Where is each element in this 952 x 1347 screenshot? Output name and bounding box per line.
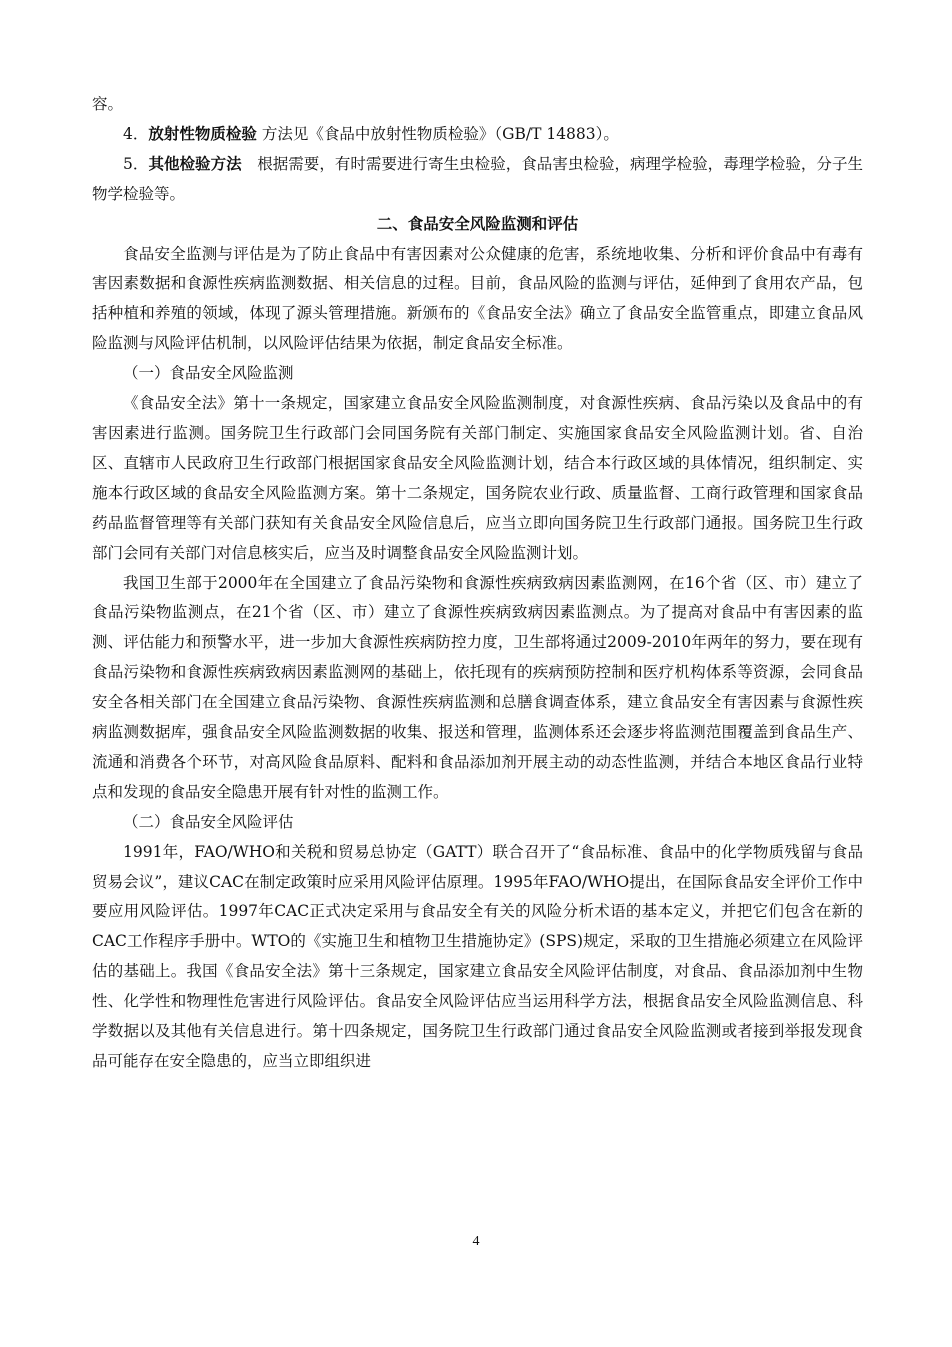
item-4-text: 方法见《食品中放射性物质检验》（GB/T 14883）。	[256, 124, 619, 143]
item-5-text: 根据需要，有时需要进行寄生虫检验，食品害虫检验，病理学检验，毒理学检验，分子生物学检验等。	[92, 154, 863, 203]
subsection-2-paragraph-1: 1991年，FAO/WHO和关税和贸易总协定（GATT）联合召开了“食品标准、食品中的化学物质残留与食品贸易会议”，建议CAC在制定政策时应采用风险评估原理。1995年FAO/WHO提出，在国际食品安全评价工作中要应用风险评估。1997年CAC正式决定采用与食品安全有关的风险分析术语的基本定义，并把它们包含在新的CAC工作程序手册中。WTO的《实施卫生和植物卫生措施协定》(SPS)规定，采取的卫生措施必须建立在风险评估的基础上。我国《食品安全法》第十三条规定，国家建立食品安全风险评估制度，对食品、食品添加剂中生物性、化学性和物理性危害进行风险评估。食品安全风险评估应当运用科学方法，根据食品安全风险监测信息、科学数据以及其他有关信息进行。第十四条规定，国务院卫生行政部门通过食品安全风险监测或者接到举报发现食品可能存在安全隐患的，应当立即组织进	[92, 842, 863, 1070]
item-4-number: 4．	[123, 124, 149, 143]
item-5-number: 5．	[123, 154, 149, 173]
subsection-1-paragraph-1: 《食品安全法》第十一条规定，国家建立食品安全风险监测制度，对食源性疾病、食品污染以及食品中的有害因素进行监测。国务院卫生行政部门会同国务院有关部门制定、实施国家食品安全风险监测计划。省、自治区、直辖市人民政府卫生行政部门根据国家食品安全风险监测计划，结合本行政区域的具体情况，组织制定、实施本行政区域的食品安全风险监测方案。第十二条规定，国务院农业行政、质量监督、工商行政管理和国家食品药品监督管理等有关部门获知有关食品安全风险信息后，应当立即向国务院卫生行政部门通报。国务院卫生行政部门会同有关部门对信息核实后，应当及时调整食品安全风险监测计划。	[92, 394, 863, 562]
subsection-1-paragraph-2: 我国卫生部于2000年在全国建立了食品污染物和食源性疾病致病因素监测网，在16个省（区、市）建立了食品污染物监测点，在21个省（区、市）建立了食源性疾病致病因素监测点。为了提高对食品中有害因素的监测、评估能力和预警水平，进一步加大食源性疾病防控力度，卫生部将通过2009-2010年两年的努力，要在现有食品污染物和食源性疾病致病因素监测网的基础上，依托现有的疾病预防控制和医疗机构体系等资源，会同食品安全各相关部门在全国建立食品污染物、食源性疾病监测和总膳食调查体系，建立食品安全有害因素与食源性疾病监测数据库，强食品安全风险监测数据的收集、报送和管理，监测体系还会逐步将监测范围覆盖到食品生产、流通和消费各个环节，对高风险食品原料、配料和食品添加剂开展主动的动态性监测，并结合本地区食品行业特点和发现的食品安全隐患开展有针对性的监测工作。	[92, 573, 863, 801]
section-intro-paragraph: 食品安全监测与评估是为了防止食品中有害因素对公众健康的危害，系统地收集、分析和评价食品中有毒有害因素数据和食源性疾病监测数据、相关信息的过程。目前，食品风险的监测与评估，延伸到了食用农产品，包括种植和养殖的领域，体现了源头管理措施。新颁布的《食品安全法》确立了食品安全监管重点，即建立食品风险监测与风险评估机制，以风险评估结果为依据，制定食品安全标准。	[92, 244, 863, 353]
continued-text: 容。	[92, 95, 124, 113]
item-5-title: 其他检验方法	[148, 154, 242, 173]
item-4	[92, 120, 863, 150]
page-number: 4	[472, 1234, 480, 1249]
item-4-title: 放射性物质检验	[148, 124, 257, 143]
section-title: 二、食品安全风险监测和评估	[376, 214, 579, 233]
document-page	[92, 90, 863, 1077]
item-5	[92, 150, 863, 210]
subsection-2-heading: （二）食品安全风险评估	[123, 812, 294, 831]
subsection-1-heading: （一）食品安全风险监测	[123, 364, 294, 383]
